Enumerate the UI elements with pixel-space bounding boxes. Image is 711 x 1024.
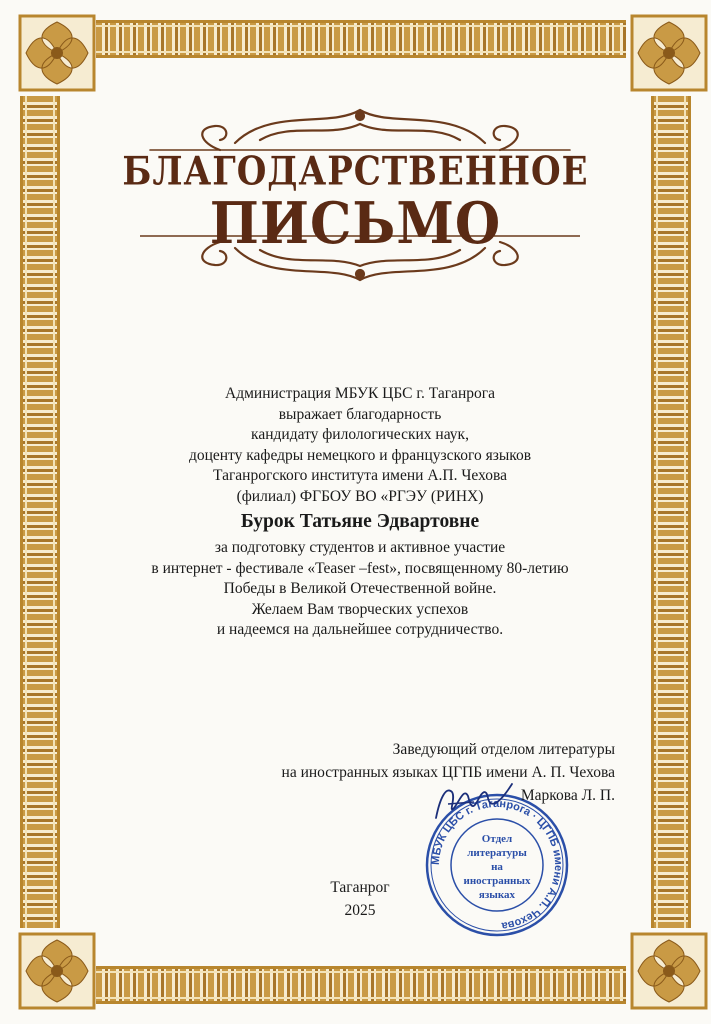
city: Таганрог (330, 879, 390, 896)
body-line: выражает благодарность (278, 405, 442, 423)
body-line: Таганрогского института имени А.П. Чехова (212, 467, 507, 484)
signatory-title-1: Заведующий отделом литературы (392, 741, 615, 758)
body-line: Администрация МБУК ЦБС г. Таганрога (225, 385, 495, 402)
corner-ornament-icon (18, 932, 96, 1010)
body-line: за подготовку студентов и активное участие (214, 539, 506, 556)
body-line: (филиал) ФГБОУ ВО «РГЭУ (РИНХ) (236, 487, 484, 505)
bottom-border (96, 966, 626, 1004)
corner-ornament-icon (630, 932, 708, 1010)
stamp-center-line: иностранных (463, 875, 531, 887)
body-line: и надеемся на дальнейшее сотрудничество. (216, 621, 504, 638)
year: 2025 (344, 902, 376, 919)
recipient-name: Бурок Татьяне Эдвартовне (240, 511, 480, 532)
stamp-center-line: Отдел (481, 833, 513, 845)
top-border (96, 20, 626, 58)
letter-body (150, 384, 570, 641)
corner-ornament-icon (630, 14, 708, 92)
body-line: Победы в Великой Отечественной войне. (223, 580, 497, 597)
body-line: доценту кафедры немецкого и французского языков (188, 446, 532, 464)
body-line: Желаем Вам творческих успехов (251, 600, 469, 618)
place-date-block (310, 876, 410, 922)
stamp-ring-text: МБУК ЦБС г. Таганрога · ЦГПБ имени А.П. Чехова (429, 797, 565, 932)
signatory-title-2: на иностранных языках ЦГПБ имени А. П. Чехова (281, 764, 615, 781)
body-line: в интернет - фестивале «Teaser –fest», посвященному 80-летию (151, 559, 569, 577)
body-line: кандидату филологических наук, (251, 426, 469, 443)
handwritten-signature-icon (428, 778, 518, 828)
corner-ornament-icon (18, 14, 96, 92)
title-line-1: БЛАГОДАРСТВЕННОЕ (122, 149, 589, 195)
signatory-name: Маркова Л. П. (520, 787, 615, 804)
title-line-2: ПИСЬМО (209, 189, 502, 258)
stamp-center-line: на (491, 861, 503, 873)
stamp-center-line: языках (478, 889, 516, 901)
stamp-center-line: литературы (467, 847, 527, 859)
